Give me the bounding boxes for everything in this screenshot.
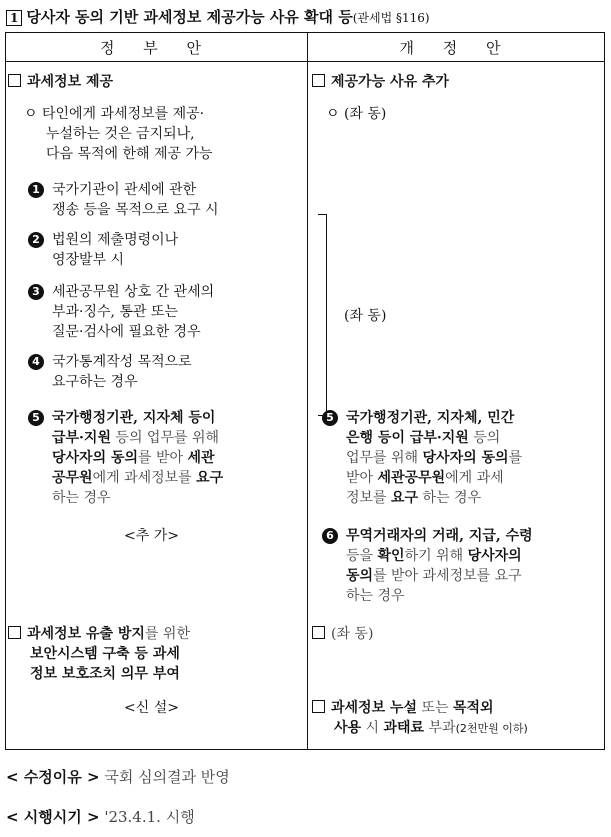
circled-number-icon: 5 <box>322 410 338 426</box>
document-title <box>6 6 430 27</box>
left-new-label: <신 설> <box>124 700 179 716</box>
left-column <box>6 62 308 750</box>
right-same-1: ㅇ (좌 동) <box>326 106 387 122</box>
right-same-2: (좌 동) <box>344 308 387 324</box>
left-item-4: 4 국가통계작성 목적으로 요구하는 경우 <box>28 352 192 392</box>
checkbox-square-icon <box>8 74 21 87</box>
left-item-1: 1 국가기관이 관세에 관한 쟁송 등을 목적으로 요구 시 <box>28 180 219 220</box>
circled-number-icon: 5 <box>28 410 44 426</box>
header-left: 정 부 안 <box>6 33 308 62</box>
circled-number-icon: 1 <box>28 182 44 198</box>
circled-number-icon: 3 <box>28 284 44 300</box>
right-item-5: 5 국가행정기관, 지자체, 민간 은행 등이 급부·지원 등의 업무를 위해 당사자의 동의를 받아 세관공무원에게 과세 정보를 요구 하는 경우 <box>322 408 522 508</box>
checkbox-square-icon <box>8 626 21 639</box>
title-number: 1 <box>6 10 22 26</box>
left-added-label: <추 가> <box>124 528 179 544</box>
header-right: 개 정 안 <box>308 33 605 62</box>
right-section3: 과세정보 누설 또는 목적외 사용 시 과태료 부과(2천만원 이하) <box>312 698 528 739</box>
checkbox-square-icon <box>312 626 325 639</box>
left-intro: ㅇ 타인에게 과세정보를 제공· 누설하는 것은 금지되나, 다음 목적에 한해 제공 가능 <box>24 106 213 162</box>
left-section1-heading: 과세정보 제공 <box>8 72 113 92</box>
right-same-3: (좌 동) <box>312 624 373 644</box>
checkbox-square-icon <box>312 700 325 713</box>
left-item-5: 5 국가행정기관, 지자체 등이 급부·지원 등의 업무를 위해 당사자의 동의를 받아 세관 공무원에게 과세정보를 요구 하는 경우 <box>28 408 223 508</box>
right-column <box>308 62 605 750</box>
left-item-2: 2 법원의 제출명령이나 영장발부 시 <box>28 230 178 270</box>
footer-date: < 시행시기 > '23.4.1. 시행 <box>6 808 195 826</box>
right-item-6: 6 무역거래자의 거래, 지급, 수령 등을 확인하기 위해 당사자의 동의를 받아 과세정보를 요구 하는 경우 <box>322 526 533 606</box>
checkbox-square-icon <box>312 74 325 87</box>
circled-number-icon: 2 <box>28 232 44 248</box>
circled-number-icon: 6 <box>322 528 338 544</box>
title-text: 당사자 동의 기반 과세정보 제공가능 사유 확대 등 <box>26 8 353 26</box>
comparison-table <box>5 32 605 750</box>
footer-reason: < 수정이유 > 국회 심의결과 반영 <box>6 768 230 786</box>
left-section2-heading: 과세정보 유출 방지를 위한 보안시스템 구축 등 과세 정보 보호조치 의무 부여 <box>8 624 190 684</box>
bracket-line <box>318 214 327 416</box>
title-ref: (관세법 §116) <box>352 11 430 25</box>
right-section1-heading: 제공가능 사유 추가 <box>312 72 449 92</box>
left-item-3: 3 세관공무원 상호 간 관세의 부과·징수, 통관 또는 질문·검사에 필요한 경우 <box>28 282 214 342</box>
circled-number-icon: 4 <box>28 354 44 370</box>
